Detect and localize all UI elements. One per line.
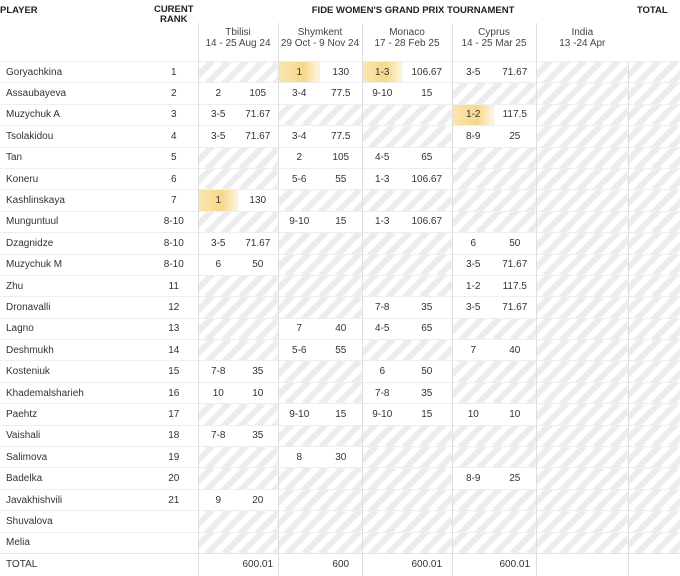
- table-row: [0, 233, 680, 254]
- player-rank: [150, 511, 198, 532]
- table-row: [0, 404, 680, 425]
- no-result-cell: [628, 211, 680, 232]
- no-result-cell: [278, 275, 362, 296]
- no-result-cell: [278, 190, 362, 211]
- no-result-cell: [628, 511, 680, 532]
- tournament-total-spacer: [452, 553, 494, 576]
- tournament-dates: 29 Oct - 9 Nov 24: [280, 38, 360, 49]
- totals-row: [0, 553, 680, 576]
- result-points: 30: [320, 447, 362, 468]
- no-result-cell: [536, 382, 628, 403]
- totals-rank-empty: [150, 553, 198, 576]
- tournament-total-spacer: [278, 553, 320, 576]
- player-name: Salimova: [0, 447, 150, 468]
- table-row: [0, 126, 680, 147]
- result-points: 35: [238, 361, 278, 382]
- result-place: 7-8: [198, 361, 238, 382]
- player-name: Dzagnidze: [0, 233, 150, 254]
- result-points: 50: [238, 254, 278, 275]
- result-points: 106.67: [402, 62, 452, 83]
- result-points: 77.5: [320, 126, 362, 147]
- no-result-cell: [628, 468, 680, 489]
- table-row: [0, 340, 680, 361]
- no-result-cell: [536, 62, 628, 83]
- no-result-cell: [628, 83, 680, 104]
- result-points: 35: [402, 382, 452, 403]
- result-place: 3-4: [278, 83, 320, 104]
- no-result-cell: [362, 104, 452, 125]
- no-result-cell: [628, 275, 680, 296]
- table-row: [0, 147, 680, 168]
- result-place: 3-5: [452, 254, 494, 275]
- player-name: Kosteniuk: [0, 361, 150, 382]
- player-name: Paehtz: [0, 404, 150, 425]
- result-points: 40: [494, 340, 536, 361]
- no-result-cell: [628, 168, 680, 189]
- result-points: 130: [320, 62, 362, 83]
- no-result-cell: [536, 532, 628, 553]
- no-result-cell: [198, 532, 278, 553]
- no-result-cell: [536, 361, 628, 382]
- tournament-name: Shymkent: [297, 27, 343, 38]
- player-rank: 11: [150, 275, 198, 296]
- result-points: 35: [238, 425, 278, 446]
- result-points: 105: [320, 147, 362, 168]
- no-result-cell: [628, 425, 680, 446]
- result-place: 1: [198, 190, 238, 211]
- tournament-total: 600.01: [402, 553, 452, 576]
- no-result-cell: [536, 190, 628, 211]
- no-result-cell: [536, 104, 628, 125]
- no-result-cell: [628, 104, 680, 125]
- no-result-cell: [452, 489, 536, 510]
- result-place: 9: [198, 489, 238, 510]
- no-result-cell: [536, 211, 628, 232]
- player-name: Dronavalli: [0, 297, 150, 318]
- no-result-cell: [536, 318, 628, 339]
- result-points: 25: [494, 468, 536, 489]
- table-row: [0, 468, 680, 489]
- player-name: Koneru: [0, 168, 150, 189]
- no-result-cell: [628, 233, 680, 254]
- result-place: 6: [362, 361, 402, 382]
- table-row: [0, 190, 680, 211]
- no-result-cell: [198, 62, 278, 83]
- player-rank: 7: [150, 190, 198, 211]
- player-rank: 8-10: [150, 233, 198, 254]
- player-name: Muzychuk A: [0, 104, 150, 125]
- no-result-cell: [628, 254, 680, 275]
- result-points: 50: [494, 233, 536, 254]
- result-place: 8: [278, 447, 320, 468]
- no-result-cell: [628, 489, 680, 510]
- rank-header-line1: CURENT: [153, 4, 194, 15]
- result-points: 105: [238, 83, 278, 104]
- table-row: [0, 104, 680, 125]
- player-rank: 12: [150, 297, 198, 318]
- result-points: 50: [402, 361, 452, 382]
- result-place: 2: [278, 147, 320, 168]
- table-row: [0, 361, 680, 382]
- no-result-cell: [362, 340, 452, 361]
- no-result-cell: [628, 532, 680, 553]
- no-result-cell: [452, 83, 536, 104]
- tournament-group-header: FIDE WOMEN'S GRAND PRIX TOURNAMENT: [311, 5, 515, 16]
- no-result-cell: [362, 447, 452, 468]
- no-result-cell: [278, 532, 362, 553]
- player-rank: 3: [150, 104, 198, 125]
- result-points: 71.67: [238, 233, 278, 254]
- result-place: 10: [198, 382, 238, 403]
- no-result-cell: [536, 489, 628, 510]
- no-result-cell: [536, 126, 628, 147]
- player-rank: 6: [150, 168, 198, 189]
- no-result-cell: [362, 511, 452, 532]
- result-place: 10: [452, 404, 494, 425]
- result-points: 77.5: [320, 83, 362, 104]
- result-points: 71.67: [238, 126, 278, 147]
- result-points: 65: [402, 147, 452, 168]
- no-result-cell: [452, 361, 536, 382]
- tournament-total-spacer: [628, 553, 680, 576]
- result-place: 9-10: [278, 404, 320, 425]
- no-result-cell: [362, 190, 452, 211]
- no-result-cell: [536, 147, 628, 168]
- player-name: Vaishali: [0, 425, 150, 446]
- no-result-cell: [198, 468, 278, 489]
- result-points: 65: [402, 318, 452, 339]
- table-row: [0, 211, 680, 232]
- result-place: 3-5: [452, 62, 494, 83]
- player-name: Shuvalova: [0, 511, 150, 532]
- player-rank: 5: [150, 147, 198, 168]
- no-result-cell: [628, 361, 680, 382]
- result-place: 7: [452, 340, 494, 361]
- player-rank: 19: [150, 447, 198, 468]
- totals-label: TOTAL: [0, 553, 150, 576]
- no-result-cell: [452, 211, 536, 232]
- result-place: 7-8: [362, 382, 402, 403]
- no-result-cell: [536, 340, 628, 361]
- player-rank: 20: [150, 468, 198, 489]
- result-place: 3-5: [198, 104, 238, 125]
- no-result-cell: [278, 425, 362, 446]
- result-place: 2: [198, 83, 238, 104]
- result-place: 3-5: [198, 233, 238, 254]
- tournament-total: 600.01: [238, 553, 278, 576]
- no-result-cell: [198, 404, 278, 425]
- no-result-cell: [536, 425, 628, 446]
- table-row: [0, 297, 680, 318]
- result-points: 130: [238, 190, 278, 211]
- table-row: [0, 275, 680, 296]
- tournament-name: India: [571, 27, 594, 38]
- rank-header-line2: RANK: [160, 14, 188, 25]
- table-row: [0, 382, 680, 403]
- player-rank: 15: [150, 361, 198, 382]
- no-result-cell: [628, 62, 680, 83]
- no-result-cell: [362, 233, 452, 254]
- no-result-cell: [198, 275, 278, 296]
- no-result-cell: [536, 254, 628, 275]
- player-name: Assaubayeva: [0, 83, 150, 104]
- tournament-name: Cyprus: [478, 27, 510, 38]
- no-result-cell: [536, 447, 628, 468]
- no-result-cell: [198, 168, 278, 189]
- no-result-cell: [452, 382, 536, 403]
- result-points: 71.67: [494, 62, 536, 83]
- total-column-header: TOTAL: [636, 5, 668, 16]
- player-name: Lagno: [0, 318, 150, 339]
- result-points: 25: [494, 126, 536, 147]
- result-place: 3-5: [198, 126, 238, 147]
- result-place: 3-5: [452, 297, 494, 318]
- result-points: 55: [320, 168, 362, 189]
- result-place: 3-4: [278, 126, 320, 147]
- result-points: 35: [402, 297, 452, 318]
- result-place: 1-3: [362, 168, 402, 189]
- no-result-cell: [452, 318, 536, 339]
- tournament-total-spacer: [198, 553, 238, 576]
- result-place: 1-2: [452, 104, 494, 125]
- no-result-cell: [628, 447, 680, 468]
- tournament-dates: 17 - 28 Feb 25: [374, 38, 440, 49]
- player-rank: 18: [150, 425, 198, 446]
- result-points: 117.5: [494, 275, 536, 296]
- result-points: 117.5: [494, 104, 536, 125]
- no-result-cell: [452, 168, 536, 189]
- player-rank: 13: [150, 318, 198, 339]
- player-rank: 8-10: [150, 254, 198, 275]
- tournament-header: [536, 23, 628, 62]
- result-place: 1: [278, 62, 320, 83]
- player-rank: 14: [150, 340, 198, 361]
- table-row: [0, 168, 680, 189]
- tournament-total-spacer: [536, 553, 582, 576]
- result-place: 9-10: [362, 83, 402, 104]
- no-result-cell: [198, 318, 278, 339]
- no-result-cell: [278, 489, 362, 510]
- tournament-header: [198, 23, 278, 62]
- no-result-cell: [536, 233, 628, 254]
- player-name: Javakhishvili: [0, 489, 150, 510]
- no-result-cell: [628, 190, 680, 211]
- result-points: 55: [320, 340, 362, 361]
- tournament-dates: 14 - 25 Aug 24: [205, 38, 271, 49]
- no-result-cell: [278, 254, 362, 275]
- result-points: 106.67: [402, 168, 452, 189]
- no-result-cell: [536, 468, 628, 489]
- no-result-cell: [452, 425, 536, 446]
- no-result-cell: [198, 147, 278, 168]
- no-result-cell: [362, 425, 452, 446]
- result-place: 7-8: [362, 297, 402, 318]
- result-place: 6: [452, 233, 494, 254]
- result-points: 20: [238, 489, 278, 510]
- tournament-header: [362, 23, 452, 62]
- no-result-cell: [628, 404, 680, 425]
- result-points: 15: [402, 83, 452, 104]
- table-row: [0, 511, 680, 532]
- result-place: 1-3: [362, 211, 402, 232]
- no-result-cell: [278, 382, 362, 403]
- tournament-total: 600.01: [494, 553, 536, 576]
- table-row: [0, 532, 680, 553]
- no-result-cell: [362, 489, 452, 510]
- no-result-cell: [536, 83, 628, 104]
- result-points: 40: [320, 318, 362, 339]
- player-rank: 2: [150, 83, 198, 104]
- result-points: 71.67: [494, 254, 536, 275]
- result-points: 15: [402, 404, 452, 425]
- result-place: 9-10: [278, 211, 320, 232]
- no-result-cell: [452, 147, 536, 168]
- no-result-cell: [536, 168, 628, 189]
- result-points: 106.67: [402, 211, 452, 232]
- result-place: 5-6: [278, 168, 320, 189]
- result-place: 8-9: [452, 126, 494, 147]
- player-name: Khademalsharieh: [0, 382, 150, 403]
- no-result-cell: [452, 447, 536, 468]
- no-result-cell: [362, 126, 452, 147]
- tournament-total-spacer: [362, 553, 402, 576]
- table-row: [0, 62, 680, 83]
- result-place: 8-9: [452, 468, 494, 489]
- table-row: [0, 425, 680, 446]
- no-result-cell: [536, 275, 628, 296]
- no-result-cell: [628, 126, 680, 147]
- result-points: 10: [238, 382, 278, 403]
- header-row: [0, 0, 680, 23]
- no-result-cell: [536, 297, 628, 318]
- result-points: 10: [494, 404, 536, 425]
- no-result-cell: [198, 447, 278, 468]
- result-points: 15: [320, 404, 362, 425]
- player-rank: 1: [150, 62, 198, 83]
- no-result-cell: [278, 233, 362, 254]
- result-place: 7-8: [198, 425, 238, 446]
- no-result-cell: [452, 190, 536, 211]
- table-row: [0, 447, 680, 468]
- no-result-cell: [628, 297, 680, 318]
- player-name: Badelka: [0, 468, 150, 489]
- no-result-cell: [198, 297, 278, 318]
- tournament-dates: 14 - 25 Mar 25: [461, 38, 527, 49]
- player-name: Munguntuul: [0, 211, 150, 232]
- tournament-dates: 13 -24 Apr: [559, 38, 606, 49]
- no-result-cell: [362, 468, 452, 489]
- table-row: [0, 254, 680, 275]
- no-result-cell: [278, 361, 362, 382]
- result-points: 71.67: [238, 104, 278, 125]
- result-place: 6: [198, 254, 238, 275]
- no-result-cell: [198, 211, 278, 232]
- tournament-header: [278, 23, 362, 62]
- no-result-cell: [628, 340, 680, 361]
- no-result-cell: [198, 511, 278, 532]
- player-rank: 8-10: [150, 211, 198, 232]
- player-name: Melia: [0, 532, 150, 553]
- no-result-cell: [278, 297, 362, 318]
- player-name: Goryachkina: [0, 62, 150, 83]
- player-name: Deshmukh: [0, 340, 150, 361]
- result-points: 15: [320, 211, 362, 232]
- player-name: Kashlinskaya: [0, 190, 150, 211]
- no-result-cell: [536, 511, 628, 532]
- player-rank: 17: [150, 404, 198, 425]
- player-name: Zhu: [0, 275, 150, 296]
- no-result-cell: [536, 404, 628, 425]
- tournament-total: [582, 553, 628, 576]
- result-place: 5-6: [278, 340, 320, 361]
- player-rank: 4: [150, 126, 198, 147]
- table-row: [0, 83, 680, 104]
- no-result-cell: [278, 104, 362, 125]
- result-place: 4-5: [362, 318, 402, 339]
- player-rank: 16: [150, 382, 198, 403]
- rank-column-header: [150, 0, 198, 62]
- result-place: 1-3: [362, 62, 402, 83]
- no-result-cell: [362, 532, 452, 553]
- player-name: Tan: [0, 147, 150, 168]
- table-row: [0, 318, 680, 339]
- tournament-header: [452, 23, 536, 62]
- no-result-cell: [278, 511, 362, 532]
- result-place: 4-5: [362, 147, 402, 168]
- no-result-cell: [452, 511, 536, 532]
- result-place: 1-2: [452, 275, 494, 296]
- no-result-cell: [278, 468, 362, 489]
- no-result-cell: [628, 318, 680, 339]
- no-result-cell: [362, 254, 452, 275]
- result-place: 7: [278, 318, 320, 339]
- tournament-total: 600: [320, 553, 362, 576]
- result-points: 71.67: [494, 297, 536, 318]
- player-rank: [150, 532, 198, 553]
- no-result-cell: [628, 147, 680, 168]
- player-name: Tsolakidou: [0, 126, 150, 147]
- table-row: [0, 489, 680, 510]
- tournament-name: Tbilisi: [225, 27, 251, 38]
- no-result-cell: [198, 340, 278, 361]
- no-result-cell: [452, 532, 536, 553]
- no-result-cell: [628, 382, 680, 403]
- tournament-name: Monaco: [389, 27, 425, 38]
- player-rank: 21: [150, 489, 198, 510]
- no-result-cell: [362, 275, 452, 296]
- player-name: Muzychuk M: [0, 254, 150, 275]
- player-column-header: PLAYER: [0, 5, 38, 16]
- result-place: 9-10: [362, 404, 402, 425]
